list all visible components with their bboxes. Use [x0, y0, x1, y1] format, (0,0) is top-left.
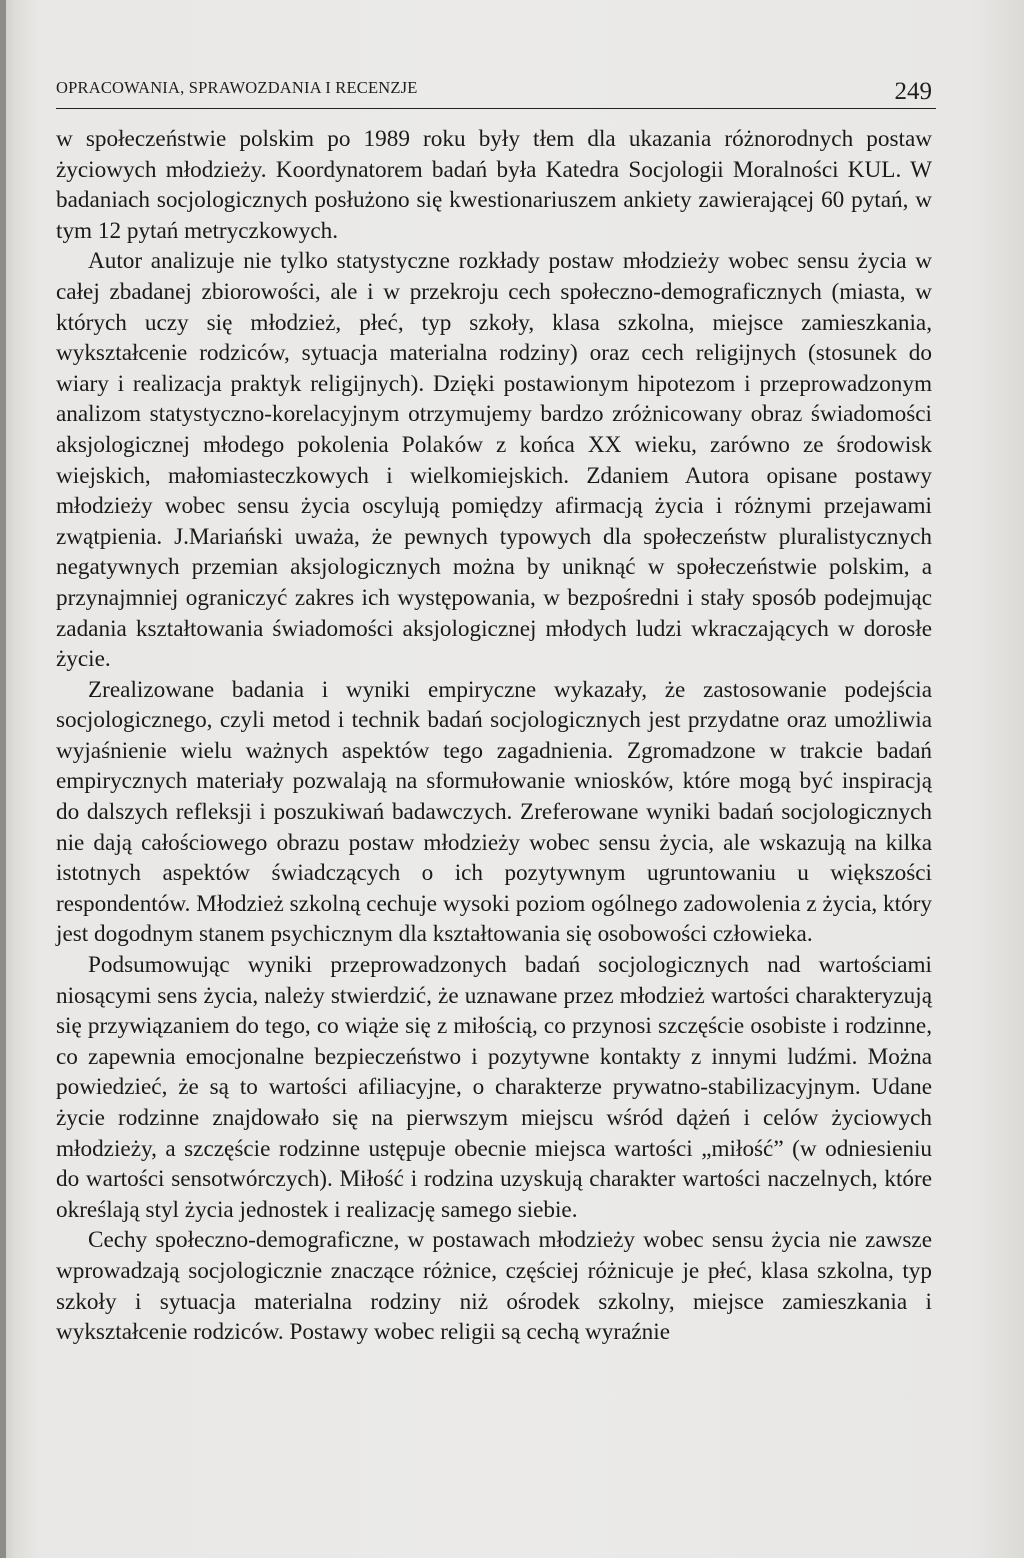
- paragraph: Podsumowując wyniki przeprowadzonych badań socjologicznych nad wartościami niosącymi sens życia, należy stwierdzić, że uznawane przez młodzież wartości charakteryzują się przywiązaniem do tego, co wiąże się z miłością, co przynosi szczęście osobiste i rodzinne, co zapewnia emocjonalne bezpieczeństwo i pozytywne kontakty z innymi ludźmi. Można powiedzieć, że są to wartości afiliacyjne, o charakterze prywatno-stabilizacyjnym. Udane życie rodzinne znajdowało się na pierwszym miejscu wśród dążeń i celów życiowych młodzieży, a szczęście rodzinne ustępuje obecnie miejsca wartości „miłość” (w odniesieniu do wartości sensotwórczych). Miłość i rodzina uzyskują charakter wartości naczelnych, które określają styl życia jednostek i realizację samego siebie.: [56, 952, 932, 1223]
- paragraph: Autor analizuje nie tylko statystyczne rozkłady postaw młodzieży wobec sensu życia w całej zbadanej zbiorowości, ale i w przekroju cech społeczno-demograficznych (miasta, w których uczy się młodzież, płeć, typ szkoły, klasa szkolna, miejsce zamieszkania, wykształcenie rodziców, sytuacja materialna rodziny) oraz cech religijnych (stosunek do wiary i realizacja praktyk religijnych). Dzięki postawionym hipotezom i przeprowadzonym analizom statystyczno-korelacyjnym otrzymujemy bardzo zróżnicowany obraz świadomości aksjologicznej młodego pokolenia Polaków z końca XX wieku, zarówno ze środowisk wiejskich, małomiasteczkowych i wielkomiejskich. Zdaniem Autora opisane postawy młodzieży wobec sensu życia oscylują pomiędzy afirmacją życia i różnymi przejawami zwątpienia. J.Mariański uważa, że pewnych typowych dla społeczeństw pluralistycznych negatywnych przemian aksjologicznych można by uniknąć w społeczeństwie polskim, a przynajmniej ograniczyć zakres ich występowania, w bezpośredni i stały sposób podejmując zadania kształtowania świadomości aksjologicznej młodych ludzi wkraczających w dorosłe życie.: [56, 248, 932, 673]
- page-binding-edge: [0, 0, 6, 1558]
- running-title: OPRACOWANIA, SPRAWOZDANIA I RECENZJE: [56, 78, 418, 97]
- paragraph: Cechy społeczno-demograficzne, w postawach młodzieży wobec sensu życia nie zawsze wprowadzają socjologicznie znaczące różnice, częściej różnicuje je płeć, klasa szkolna, typ szkoły i sytuacja materialna rodziny niż ośrodek szkolny, miejsce zamieszkania i wykształcenie rodziców. Postawy wobec religii są cechą wyraźnie: [56, 1227, 932, 1346]
- body-text: [56, 124, 932, 1348]
- paragraph: w społeczeństwie polskim po 1989 roku były tłem dla ukazania różnorodnych postaw życiowych młodzieży. Koordynatorem badań była Katedra Socjologii Moralności KUL. W badaniach socjologicznych posłużono się kwestionariuszem ankiety zawierającej 60 pytań, w tym 12 pytań metryczkowych.: [56, 126, 932, 244]
- page-header: [56, 72, 936, 109]
- paragraph: Zrealizowane badania i wyniki empiryczne wykazały, że zastosowanie podejścia socjologicznego, czyli metod i technik badań socjologicznych jest przydatne oraz umożliwia wyjaśnienie wielu ważnych aspektów tego zagadnienia. Zgromadzone w trakcie badań empirycznych materiały pozwalają na sformułowanie wniosków, które mogą być inspiracją do dalszych refleksji i poszukiwań badawczych. Zreferowane wyniki badań socjologicznych nie dają całościowego obrazu postaw młodzieży wobec sensu życia, ale wskazują na kilka istotnych aspektów świadczących o ich pozytywnym ugruntowaniu u większości respondentów. Młodzież szkolną cechuje wysoki poziom ogólnego zadowolenia z życia, który jest dogodnym stanem psychicznym dla kształtowania się osobowości człowieka.: [56, 676, 932, 948]
- page-number: 249: [894, 78, 932, 105]
